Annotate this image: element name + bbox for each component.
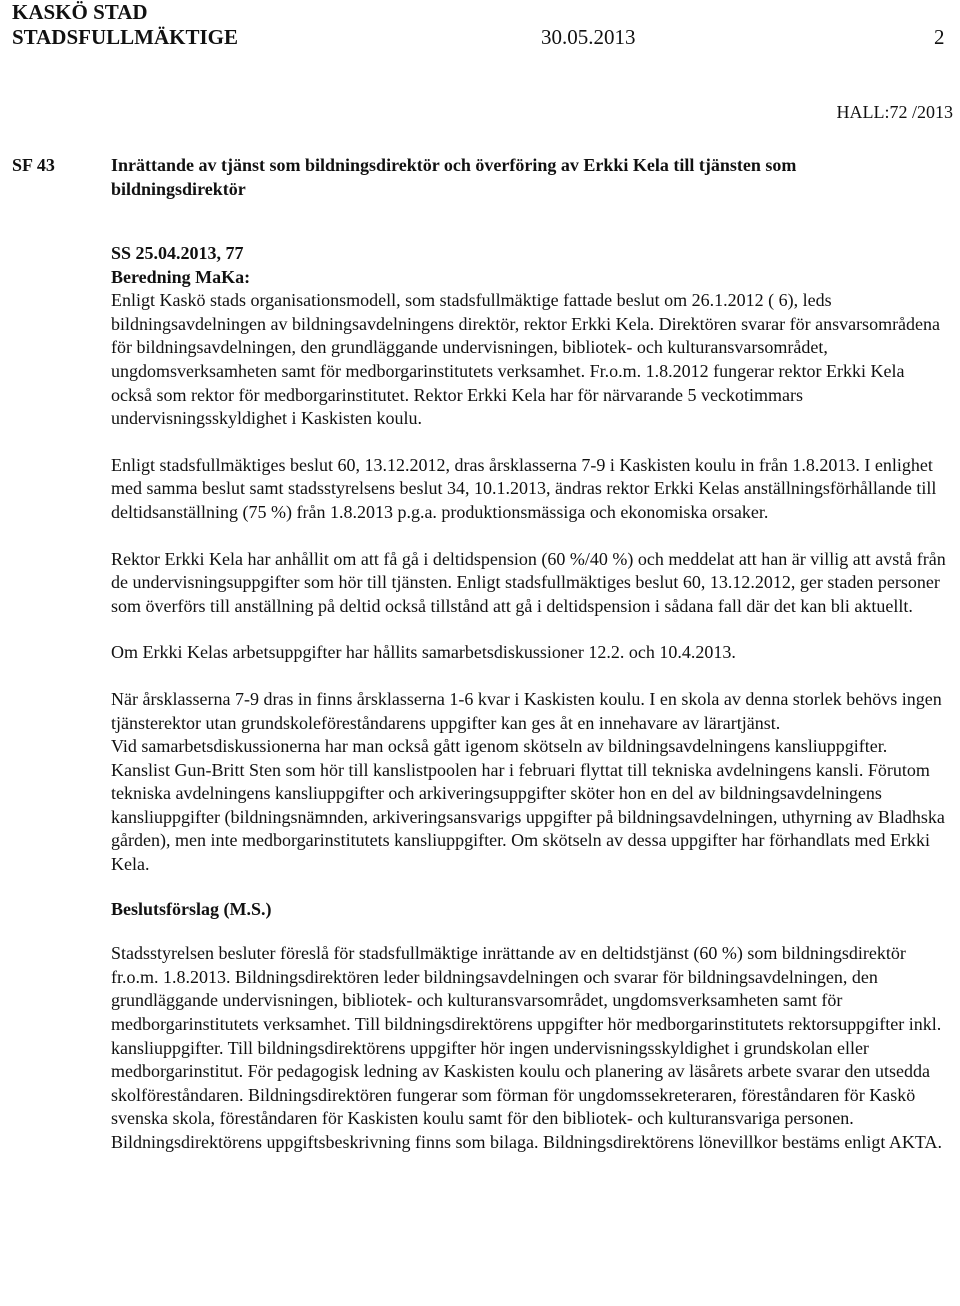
page-header [12,0,952,50]
page-number: 2 [934,25,945,49]
header-line [12,25,943,50]
section-number: SF 43 [12,155,55,175]
meeting-date: 30.05.2013 [541,25,636,49]
paragraph-6: Vid samarbetsdiskussionerna har man också gått igenom skötseln av bildningsavdelningens kansliuppgifter. Kanslist Gun-Britt Sten som hör till kanslistpoolen har i februari flyttat till tekniska avdelningens kansli. Förutom tekniska avdelningens kansliuppgifter och arkiveringsuppgifter sköter hon en del av bildningsavdelningens kansliuppgifter (bildningsnämnden, arkiveringsansvarigs uppgifter på bildningsavdelningen, uthyrning av Bladhska gården), men inte medborgarinstitutets kansliuppgifter. Om skötseln av dessa uppgifter har förhandlats med Erkki Kela. [111,736,945,875]
body-name: STADSFULLMÄKTIGE [12,25,238,49]
ss-reference: SS 25.04.2013, 77 [111,243,244,263]
paragraph-2: Enligt stadsfullmäktiges beslut 60, 13.12.2012, dras årsklasserna 7-9 i Kaskisten koulu in från 1.8.2013. I enlighet med samma beslut samt stadsstyrelsens beslut 34, 10.1.2013, ändras rektor Erkki Kelas anställningsförhållande till deltidsanställning (75 %) från 1.8.2013 p.g.a. produktionsmässiga och ekonomiska orsaker. [111,454,937,522]
paragraph-1: Enligt Kaskö stads organisationsmodell, som stadsfullmäktige fattade beslut om 26.1.2012 ( 6), leds bildningsavdelningen av bildningsavdelningens direktör, rektor Erkki Kela. Direktören svarar för ansvarsområdena för bildningsavdelningen, den grundläggande undervisningen, bibliotek- och kulturansvarsområdet, ungdomsverksamheten samt för medborgarinstitutets verksamhet. Fr.o.m. 1.8.2012 fungerar rektor Erkki Kela också som rektor för medborgarinstitutet. Rektor Erkki Kela har för närvarande 5 veckotimmars undervisningsskyldighet i Kaskisten koulu. [111,290,941,429]
document-body [111,242,947,1155]
proposal-text: Stadsstyrelsen besluter föreslå för stadsfullmäktige inrättande av en deltidstjänst (60 %) som bildningsdirektör fr.o.m. 1.8.2013. Bildningsdirektören leder bildningsavdelningen och svarar för bildningsavdelningen, den grundläggande undervisningen, bibliotek- och kulturansvarsområdet, ungdomsverksamheten samt för medborgarinstitutets verksamhet. Till bildningsdirektörens uppgifter hör medborgarinstitutets rektorsuppgifter inkl. kansliuppgifter. Till bildningsdirektörens uppgifter hör ingen undervisningsskyldighet i grundskolan eller medborgarinstitut. För pedagogisk ledning av Kaskisten koulu och planering av läsårets arbete svarar den utsedda skolföreståndaren. Bildningsdirektören fungerar som förman för ungdomssekreteraren, föreståndaren för Kaskö svenska skola, föreståndaren för Kaskisten koulu samt för den bibliotek- och kulturansvariga personen. Bildningsdirektörens uppgiftsbeskrivning finns som bilaga. Bildningsdirektörens lönevillkor bestäms enligt AKTA. [111,943,942,1152]
proposal-heading: Beslutsförslag (M.S.) [111,898,272,919]
hall-reference: HALL:72 /2013 [836,102,953,122]
paragraph-4: Om Erkki Kelas arbetsuppgifter har hållits samarbetsdiskussioner 12.2. och 10.4.2013. [111,642,736,663]
paragraph-3: Rektor Erkki Kela har anhållit om att få gå i deltidspension (60 %/40 %) och meddelat att han är villig att avstå från de undervisningsuppgifter som hör till tjänsten. Enligt stadsfullmäktiges beslut 60, 13.12.2012, ger staden personer som överförs till anställning på deltid också tillstånd att gå i deltidspension i sådana fall där det kan bli aktuellt. [111,548,946,616]
org-name: KASKÖ STAD [12,0,148,24]
beredning-label: Beredning MaKa: [111,266,251,287]
paragraph-5: När årsklasserna 7-9 dras in finns årsklasserna 1-6 kvar i Kaskisten koulu. I en skola av denna storlek behövs ingen tjänsterektor utan grundskoleföreståndarens uppgifter kan ges åt en innehavare av lärartjänst. [111,688,942,733]
section-title: Inrättande av tjänst som bildningsdirektör och överföring av Erkki Kela till tjänsten som bildningsdirektör [111,155,797,199]
